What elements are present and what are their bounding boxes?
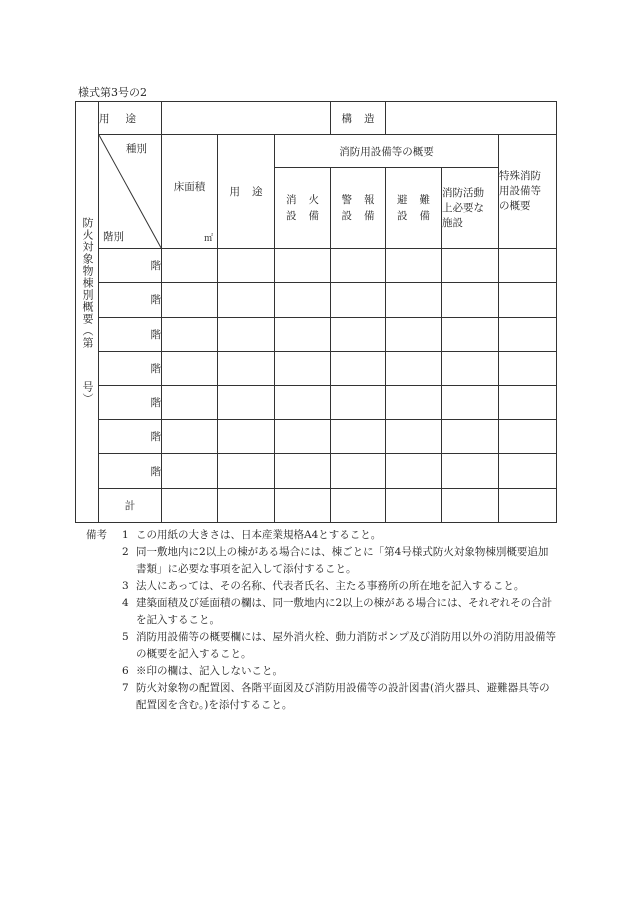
kaibetsu-label: 階別 <box>103 231 124 244</box>
cell[interactable] <box>275 351 331 385</box>
kouzou-label-cell: 構 造 <box>331 102 386 135</box>
cell[interactable] <box>275 317 331 351</box>
cell[interactable] <box>386 420 442 454</box>
table-row <box>76 283 557 317</box>
cell[interactable] <box>386 317 442 351</box>
katsudo-header: 消防活動 上必要な 施設 <box>442 168 499 249</box>
youto-label-cell: 用 途 <box>99 102 162 135</box>
cell[interactable] <box>442 249 499 283</box>
cell[interactable] <box>162 385 218 419</box>
cell[interactable] <box>218 385 275 419</box>
cell[interactable] <box>386 488 442 522</box>
cell[interactable] <box>218 317 275 351</box>
floor-label: 階 <box>99 454 162 488</box>
cell[interactable] <box>331 488 386 522</box>
cell[interactable] <box>275 420 331 454</box>
cell[interactable] <box>499 249 557 283</box>
shoka-header: 消 火 設 備 <box>275 168 331 249</box>
cell[interactable] <box>162 249 218 283</box>
list-item: 6 ※印の欄は、記入しないこと。 <box>122 665 283 677</box>
cell[interactable] <box>218 454 275 488</box>
cell[interactable] <box>386 454 442 488</box>
list-item: 3 法人にあっては、その名称、代表者氏名、主たる事務所の所在地を記入すること。 <box>122 580 525 592</box>
cell[interactable] <box>442 385 499 419</box>
floor-label: 階 <box>99 283 162 317</box>
notes-head: 備考 <box>86 529 107 541</box>
floor-area-header: 床面積 ㎡ <box>162 135 218 249</box>
cell[interactable] <box>442 454 499 488</box>
keiho-header: 警 報 設 備 <box>331 168 386 249</box>
floor-label: 階 <box>99 385 162 419</box>
youto-input[interactable] <box>162 102 331 135</box>
cell[interactable] <box>331 249 386 283</box>
cell[interactable] <box>162 283 218 317</box>
cell[interactable] <box>442 317 499 351</box>
building-overview-table <box>75 101 557 523</box>
cell[interactable] <box>442 420 499 454</box>
table-row <box>76 454 557 488</box>
cell[interactable] <box>275 283 331 317</box>
kouzou-input[interactable] <box>386 102 557 135</box>
cell[interactable] <box>162 420 218 454</box>
floor-label: 階 <box>99 420 162 454</box>
cell[interactable] <box>499 385 557 419</box>
cell[interactable] <box>162 488 218 522</box>
floor-label: 階 <box>99 351 162 385</box>
cell[interactable] <box>275 249 331 283</box>
square-meter-unit: ㎡ <box>203 234 213 245</box>
tokushu-header: 特殊消防 用設備等 の概要 <box>499 135 557 249</box>
cell[interactable] <box>218 420 275 454</box>
cell[interactable] <box>275 488 331 522</box>
side-title-part2: 号） <box>81 380 94 405</box>
cell[interactable] <box>331 454 386 488</box>
side-title-part1: 防火対象物棟別概要（第 <box>81 216 94 349</box>
form-number-label: 様式第3号の2 <box>78 86 147 99</box>
cell[interactable] <box>162 317 218 351</box>
list-item: 2 同一敷地内に2以上の棟がある場合には、棟ごとに「第4号様式防火対象物棟別概要追加書類」に必要な事項を記入して添付すること。 <box>122 546 549 575</box>
cell[interactable] <box>386 249 442 283</box>
cell[interactable] <box>442 283 499 317</box>
side-title-cell <box>76 102 99 523</box>
table-row <box>76 317 557 351</box>
cell[interactable] <box>499 488 557 522</box>
cell[interactable] <box>218 351 275 385</box>
cell[interactable] <box>331 385 386 419</box>
cell[interactable] <box>331 420 386 454</box>
list-item: 1 この用紙の大きさは、日本産業規格A4とすること。 <box>122 529 382 541</box>
shobo-overview-header: 消防用設備等の概要 <box>275 135 499 168</box>
cell[interactable] <box>386 283 442 317</box>
cell[interactable] <box>499 420 557 454</box>
cell[interactable] <box>386 385 442 419</box>
cell[interactable] <box>162 351 218 385</box>
table-row <box>76 420 557 454</box>
youto-header: 用 途 <box>218 135 275 249</box>
cell[interactable] <box>218 249 275 283</box>
table-row <box>76 249 557 283</box>
notes-list <box>122 527 556 714</box>
cell[interactable] <box>162 454 218 488</box>
floor-label: 階 <box>99 317 162 351</box>
cell[interactable] <box>218 488 275 522</box>
table-row <box>76 385 557 419</box>
cell[interactable] <box>442 488 499 522</box>
cell[interactable] <box>442 351 499 385</box>
floor-label: 階 <box>99 249 162 283</box>
cell[interactable] <box>499 454 557 488</box>
type-floor-diagonal-cell <box>99 135 162 249</box>
cell[interactable] <box>331 351 386 385</box>
list-item: 5 消防用設備等の概要欄には、屋外消火栓、動力消防ポンプ及び消防用以外の消防用設備等の概要を記入すること。 <box>122 631 556 660</box>
cell[interactable] <box>275 385 331 419</box>
cell[interactable] <box>331 283 386 317</box>
cell[interactable] <box>499 283 557 317</box>
total-row <box>76 488 557 522</box>
cell[interactable] <box>275 454 331 488</box>
list-item: 4 建築面積及び延面積の欄は、同一敷地内に2以上の棟がある場合には、それぞれその合計を記入すること。 <box>122 597 553 626</box>
table-row <box>76 351 557 385</box>
cell[interactable] <box>331 317 386 351</box>
hinan-header: 避 難 設 備 <box>386 168 442 249</box>
cell[interactable] <box>218 283 275 317</box>
cell[interactable] <box>499 351 557 385</box>
cell[interactable] <box>386 351 442 385</box>
list-item: 7 防火対象物の配置図、各階平面図及び消防用設備等の設計図書(消火器具、避難器具等の配置図を含む。)を添付すること。 <box>122 682 550 711</box>
shubetsu-label: 種別 <box>126 143 147 156</box>
cell[interactable] <box>499 317 557 351</box>
total-label: 計 <box>99 488 162 522</box>
